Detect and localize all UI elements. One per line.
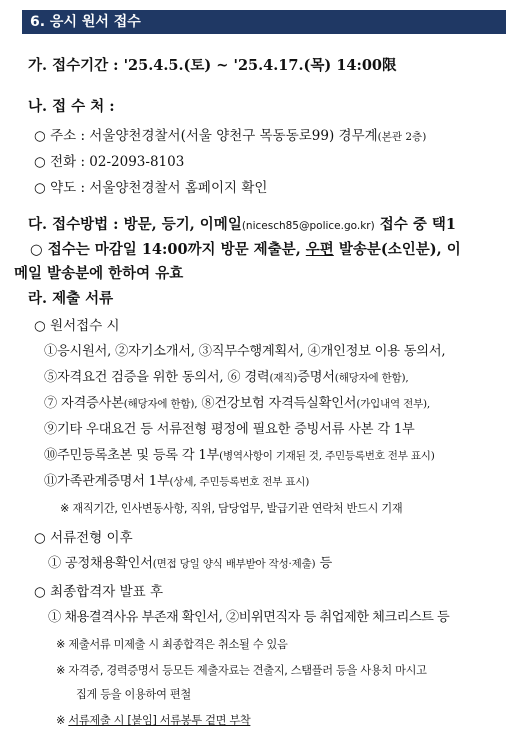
period-label: 가. 접수기간 : — [28, 57, 124, 74]
doc-l5b: (병역사항이 기재된 것, 주민등록번호 전부 표시) — [219, 450, 435, 462]
doc-l3c: ⑧건강보험 자격득실확인서 — [197, 396, 357, 411]
doc-l3d: (가입내역 전부), — [356, 398, 431, 410]
final-items: ① 채용결격사유 부존재 확인서, ②비위면직자 등 취업제한 체크리스트 등 — [48, 610, 450, 625]
place-phone: ○ 전화 : 02-2093-8103 — [34, 154, 185, 170]
documents-heading: 라. 제출 서류 — [28, 290, 114, 307]
doc-items-line-1: ①응시원서, ②자기소개서, ③직무수행계획서, ④개인정보 이용 동의서, — [44, 344, 446, 359]
method-heading: 다. 접수방법 : 방문, 등기, 이메일 — [28, 216, 242, 233]
doc-items-line-2 — [44, 366, 409, 385]
method-tail: 접수 중 택1 — [374, 216, 456, 233]
doc-l5a: ⑩주민등록초본 및 등록 각 1부 — [44, 448, 220, 463]
note-2: ※ 자격증, 경력증명서 등모든 제출자료는 견출지, 스탬플러 등을 사용치 마시고 — [56, 664, 427, 677]
deadline-line — [30, 238, 461, 259]
doc-l2c: 증명서 — [297, 370, 335, 385]
doc-l3b: (해당자에 한함), — [123, 398, 198, 410]
fair-hiring-b: (면접 당일 양식 배부받아 작성·제출) — [152, 558, 316, 570]
address-text: ○ 주소 : 서울양천경찰서(서울 양천구 목동동로99) 경무계 — [34, 128, 378, 144]
doc-l2b: (재직) — [269, 372, 298, 384]
method-email: (nicesch85@police.go.kr) — [241, 220, 375, 232]
period-line — [28, 54, 397, 75]
doc-items-line-3 — [44, 392, 430, 411]
section-header: 6. 응시 원서 접수 — [22, 10, 506, 34]
fair-hiring-line — [48, 552, 332, 571]
deadline-b: 발송분(소인분), 이 — [333, 241, 461, 258]
fair-hiring-c: 등 — [315, 556, 332, 571]
address-note: (본관 2층) — [377, 131, 427, 143]
final-announce: ○ 최종합격자 발표 후 — [34, 584, 163, 600]
note-2-cont: 집게 등을 이용하여 편철 — [76, 688, 191, 701]
doc-l2a: ⑤자격요건 검증을 위한 동의서, ⑥ 경력 — [44, 370, 270, 385]
doc-l3a: ⑦ 자격증사본 — [44, 396, 124, 411]
deadline-a: ○ 접수는 마감일 14:00까지 방문 제출분, — [30, 241, 306, 258]
note-1: ※ 제출서류 미제출 시 최종합격은 취소될 수 있음 — [56, 638, 288, 651]
doc-l6a: ⑪가족관계증명서 1부 — [44, 474, 170, 489]
period-value: '25.4.5.(토) ~ '25.4.17.(목) 14:00限 — [123, 57, 397, 74]
doc-l6b: (상세, 주민등록번호 전부 표시) — [169, 476, 310, 488]
note-3 — [56, 712, 250, 728]
deadline-line-2: 메일 발송분에 한하여 유효 — [14, 265, 184, 282]
doc-items-line-6 — [44, 470, 309, 489]
place-heading: 나. 접 수 처 : — [28, 98, 115, 115]
doc-items-line-4: ⑨기타 우대요건 등 서류전형 평정에 필요한 증빙서류 사본 각 1부 — [44, 422, 415, 437]
place-address — [34, 124, 426, 144]
note-3-mark: ※ — [56, 714, 69, 727]
place-map: ○ 약도 : 서울양천경찰서 홈페이지 확인 — [34, 180, 268, 196]
doc-items-line-5 — [44, 444, 435, 463]
after-screening: ○ 서류전형 이후 — [34, 530, 133, 546]
deadline-post: 우편 — [305, 241, 334, 258]
employment-note: ※ 재직기간, 인사변동사항, 직위, 담당업무, 발급기관 연락처 반드시 기재 — [60, 502, 403, 515]
fair-hiring-a: ① 공정채용확인서 — [48, 556, 153, 571]
doc-l2d: (해당자에 한함), — [334, 372, 409, 384]
note-3-text: 서류제출 시 [붙임] 서류봉투 겉면 부착 — [68, 714, 251, 727]
method-heading-line — [28, 213, 456, 234]
application-stage: ○ 원서접수 시 — [34, 318, 120, 334]
